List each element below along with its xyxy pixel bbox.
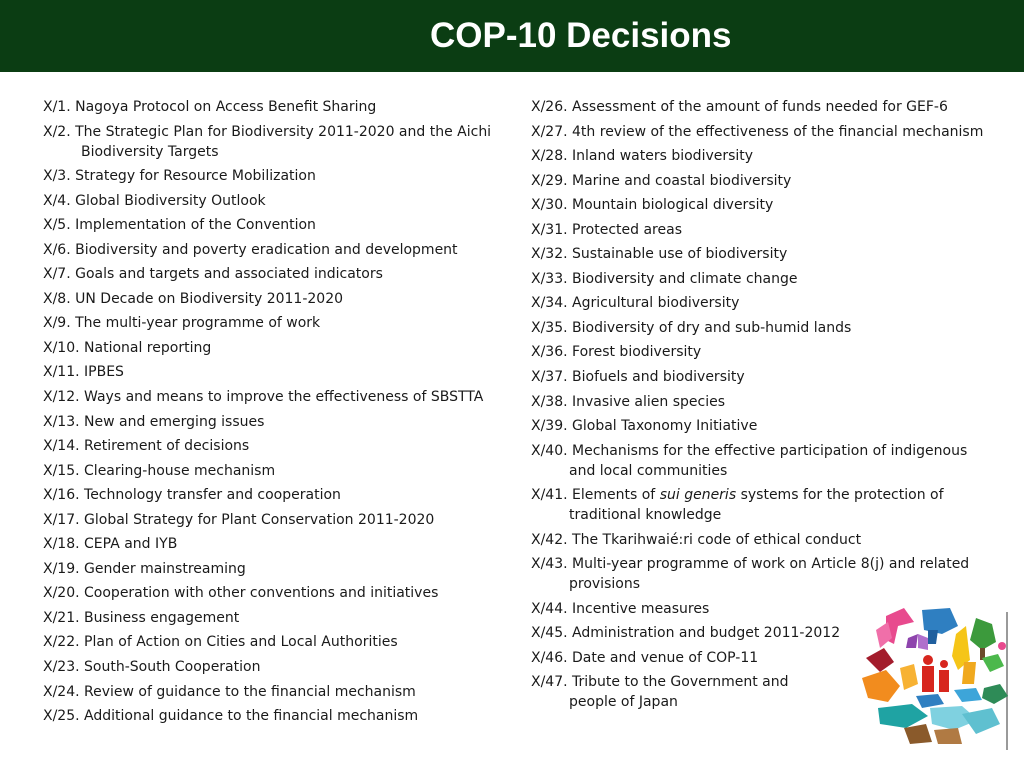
list-item <box>531 392 1011 412</box>
list-item <box>43 461 513 481</box>
list-item <box>531 318 1011 338</box>
item-text: X/18. CEPA and IYB <box>43 536 178 553</box>
list-item <box>43 387 513 407</box>
list-item <box>43 559 513 579</box>
list-item <box>43 534 513 554</box>
item-text: X/16. Technology transfer and cooperation <box>43 487 341 504</box>
item-text: X/38. Invasive alien species <box>531 393 726 410</box>
item-text: X/15. Clearing-house mechanism <box>43 462 276 479</box>
item-text: X/7. Goals and targets and associated indicators <box>43 266 383 283</box>
item-text: X/22. Plan of Action on Cities and Local Authorities <box>43 634 398 651</box>
list-item <box>531 244 1011 264</box>
item-text: X/41. Elements of <box>531 487 660 504</box>
list-item <box>531 441 1011 481</box>
item-text: X/35. Biodiversity of dry and sub-humid lands <box>531 319 852 336</box>
item-text: X/4. Global Biodiversity Outlook <box>43 192 266 209</box>
list-item <box>531 195 1011 215</box>
list-item <box>43 191 513 211</box>
list-item <box>43 362 513 382</box>
biodiversity-origami-animals-icon <box>858 604 1008 746</box>
item-text: X/28. Inland waters biodiversity <box>531 148 754 165</box>
item-text-continued: provisions <box>569 576 640 593</box>
list-item <box>531 269 1011 289</box>
list-item <box>43 436 513 456</box>
item-text: X/46. Date and venue of COP-11 <box>531 649 759 666</box>
item-text-continued: and local communities <box>569 462 728 479</box>
list-item <box>531 171 1011 191</box>
item-text: X/43. Multi-year programme of work on Article 8(j) and related <box>531 556 970 573</box>
item-text: X/12. Ways and means to improve the effectiveness of SBSTTA <box>43 389 484 406</box>
list-item <box>43 510 513 530</box>
item-text: X/33. Biodiversity and climate change <box>531 270 798 287</box>
list-item <box>531 220 1011 240</box>
list-item <box>531 416 1011 436</box>
item-text: X/27. 4th review of the effectiveness of the financial mechanism <box>531 123 984 140</box>
item-text: X/3. Strategy for Resource Mobilization <box>43 168 316 185</box>
item-text: systems for the protection of <box>736 487 944 504</box>
list-item <box>43 583 513 603</box>
list-item <box>43 264 513 284</box>
item-text: X/19. Gender mainstreaming <box>43 560 246 577</box>
list-item <box>43 215 513 235</box>
item-text: X/32. Sustainable use of biodiversity <box>531 246 788 263</box>
list-item <box>43 338 513 358</box>
list-item <box>43 313 513 333</box>
item-text: X/13. New and emerging issues <box>43 413 265 430</box>
item-text: X/25. Additional guidance to the financial mechanism <box>43 708 419 725</box>
item-text-italic: sui generis <box>659 487 737 504</box>
item-text: X/26. Assessment of the amount of funds needed for GEF-6 <box>531 99 948 115</box>
item-text: X/5. Implementation of the Convention <box>43 217 316 234</box>
list-item <box>531 342 1011 362</box>
list-item <box>43 97 513 117</box>
item-text: X/45. Administration and budget 2011-2012 <box>531 625 841 642</box>
item-text: X/11. IPBES <box>43 364 124 381</box>
item-text-continued: people of Japan <box>569 694 678 711</box>
list-item <box>43 485 513 505</box>
list-item <box>531 530 1011 550</box>
item-text: X/47. Tribute to the Government and <box>531 674 789 691</box>
item-text: X/6. Biodiversity and poverty eradication and development <box>43 241 458 258</box>
item-text: X/39. Global Taxonomy Initiative <box>531 418 758 435</box>
item-text: X/20. Cooperation with other conventions and initiatives <box>43 585 439 602</box>
list-item <box>43 682 513 702</box>
item-text: X/42. The Tkarihwaié:ri code of ethical conduct <box>531 531 862 548</box>
decisions-list-left <box>43 97 513 731</box>
list-item <box>531 97 1011 117</box>
title-bar <box>0 0 1024 72</box>
item-text-continued: Biodiversity Targets <box>81 143 219 160</box>
list-item <box>43 412 513 432</box>
page-title: COP-10 Decisions <box>430 16 732 55</box>
item-text: X/1. Nagoya Protocol on Access Benefit Sharing <box>43 99 377 115</box>
list-item <box>43 122 513 162</box>
item-text: X/24. Review of guidance to the financial mechanism <box>43 683 416 700</box>
list-item <box>531 146 1011 166</box>
item-text: X/2. The Strategic Plan for Biodiversity 2011-2020 and the Aichi <box>43 123 492 140</box>
list-item <box>43 240 513 260</box>
item-text: X/31. Protected areas <box>531 221 682 238</box>
list-item <box>43 632 513 652</box>
item-text: X/36. Forest biodiversity <box>531 344 702 361</box>
list-item <box>531 554 1011 594</box>
item-text: X/30. Mountain biological diversity <box>531 197 774 214</box>
item-text: X/37. Biofuels and biodiversity <box>531 369 745 386</box>
item-text: X/9. The multi-year programme of work <box>43 315 321 332</box>
item-text: X/34. Agricultural biodiversity <box>531 295 740 312</box>
list-item <box>43 657 513 677</box>
item-text: X/44. Incentive measures <box>531 600 710 617</box>
list-item <box>531 293 1011 313</box>
item-text: X/23. South-South Cooperation <box>43 659 261 676</box>
list-item <box>531 485 1011 525</box>
list-item <box>43 608 513 628</box>
item-text-continued: traditional knowledge <box>569 507 722 524</box>
item-text: X/14. Retirement of decisions <box>43 438 250 455</box>
list-item <box>43 706 513 726</box>
list-item <box>43 289 513 309</box>
item-text: X/40. Mechanisms for the effective participation of indigenous <box>531 442 968 459</box>
item-text: X/8. UN Decade on Biodiversity 2011-2020 <box>43 290 344 307</box>
item-text: X/10. National reporting <box>43 339 212 356</box>
list-item <box>531 367 1011 387</box>
item-text: X/21. Business engagement <box>43 609 240 626</box>
list-item <box>43 166 513 186</box>
item-text: X/17. Global Strategy for Plant Conservation 2011-2020 <box>43 511 435 528</box>
item-text: X/29. Marine and coastal biodiversity <box>531 172 792 189</box>
list-item <box>531 122 1011 142</box>
